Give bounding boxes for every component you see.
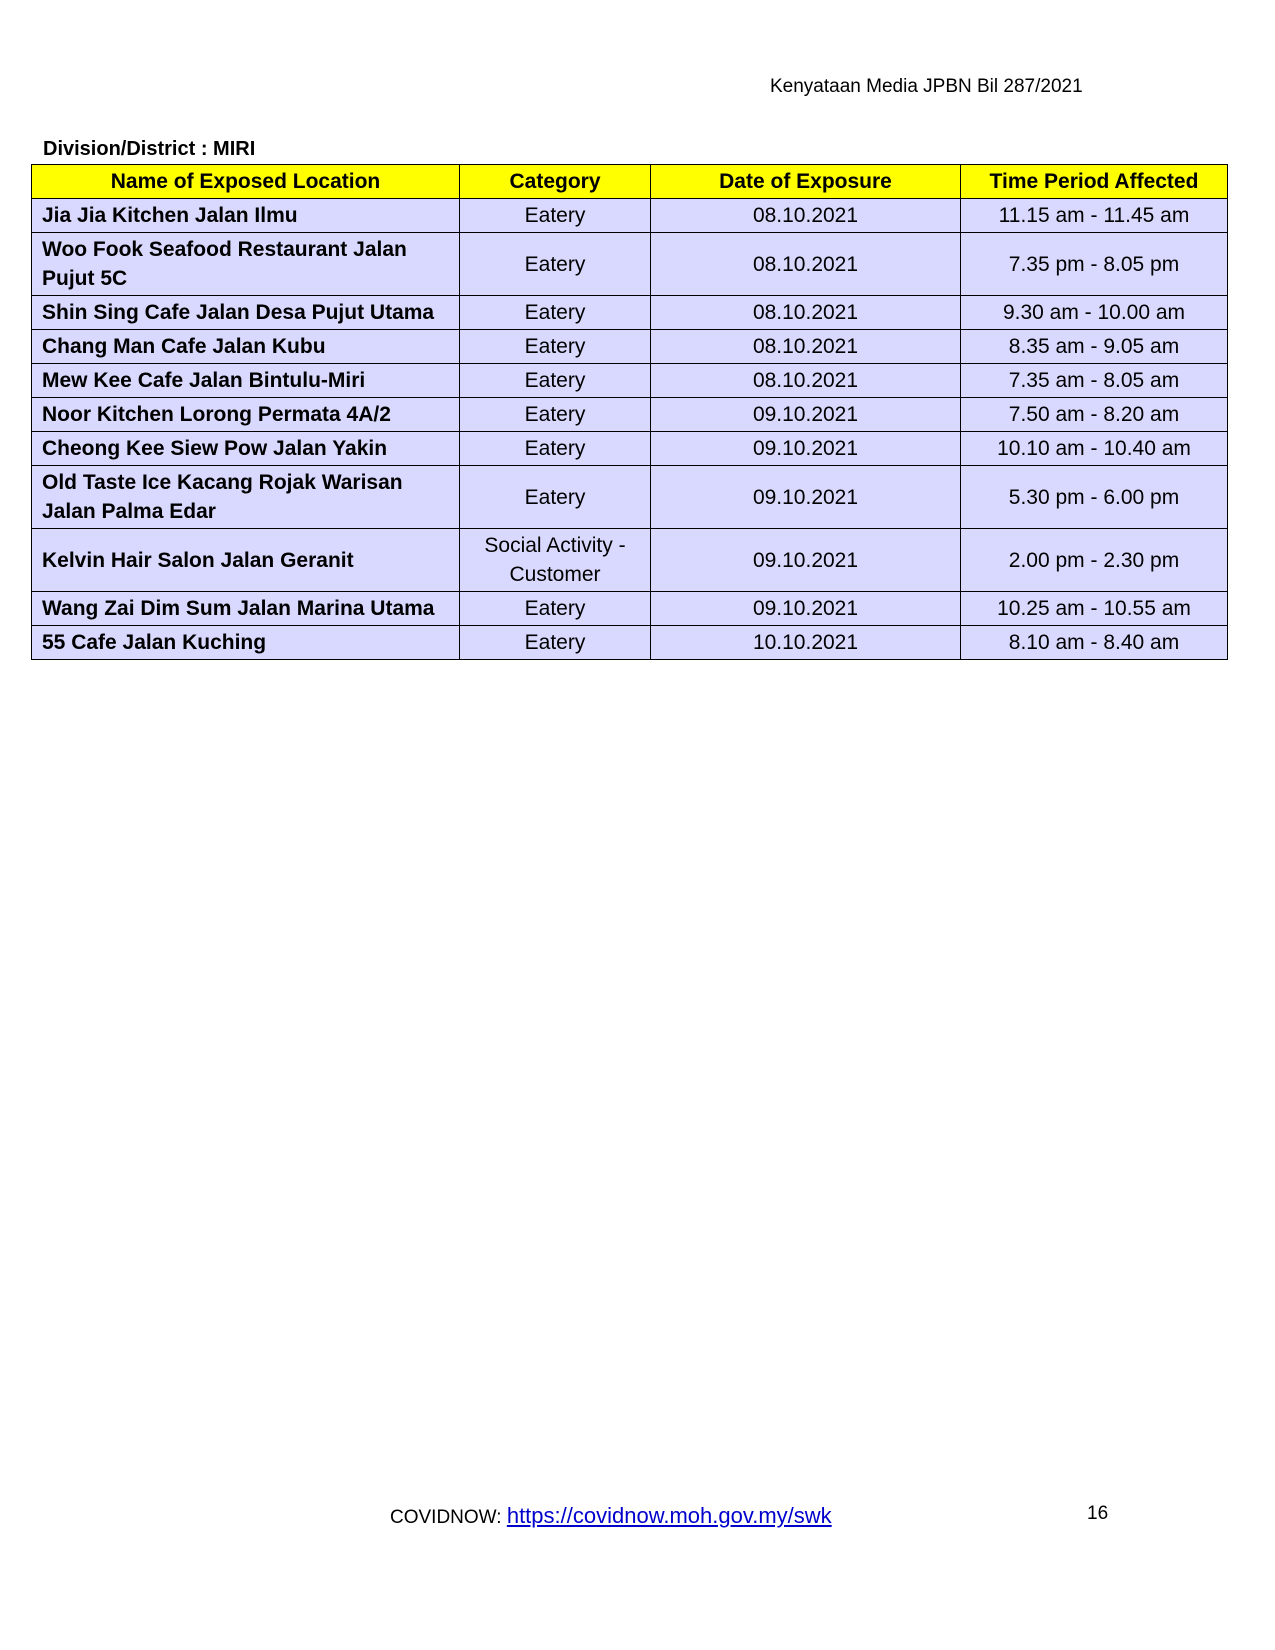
table-row (32, 199, 1228, 233)
date-cell: 09.10.2021 (651, 529, 961, 592)
category-cell: Eatery (460, 364, 651, 398)
location-cell: Woo Fook Seafood Restaurant Jalan Pujut 5C (32, 233, 460, 296)
time-cell: 9.30 am - 10.00 am (961, 296, 1228, 330)
time-cell: 7.35 pm - 8.05 pm (961, 233, 1228, 296)
date-cell: 08.10.2021 (651, 364, 961, 398)
time-cell: 10.25 am - 10.55 am (961, 592, 1228, 626)
column-header-location: Name of Exposed Location (32, 165, 460, 199)
table-row (32, 296, 1228, 330)
table-row (32, 364, 1228, 398)
table-row (32, 398, 1228, 432)
category-cell: Eatery (460, 626, 651, 660)
table-row (32, 592, 1228, 626)
column-header-category: Category (460, 165, 651, 199)
time-cell: 10.10 am - 10.40 am (961, 432, 1228, 466)
time-cell: 8.35 am - 9.05 am (961, 330, 1228, 364)
date-cell: 09.10.2021 (651, 592, 961, 626)
category-cell: Social Activity - Customer (460, 529, 651, 592)
category-cell: Eatery (460, 432, 651, 466)
location-cell: Kelvin Hair Salon Jalan Geranit (32, 529, 460, 592)
date-cell: 09.10.2021 (651, 432, 961, 466)
time-cell: 7.50 am - 8.20 am (961, 398, 1228, 432)
location-cell: Old Taste Ice Kacang Rojak Warisan Jalan Palma Edar (32, 466, 460, 529)
date-cell: 08.10.2021 (651, 199, 961, 233)
category-cell: Eatery (460, 398, 651, 432)
location-cell: 55 Cafe Jalan Kuching (32, 626, 460, 660)
location-cell: Noor Kitchen Lorong Permata 4A/2 (32, 398, 460, 432)
time-cell: 2.00 pm - 2.30 pm (961, 529, 1228, 592)
category-cell: Eatery (460, 233, 651, 296)
category-cell: Eatery (460, 199, 651, 233)
date-cell: 09.10.2021 (651, 398, 961, 432)
page-number: 16 (1087, 1503, 1109, 1524)
exposure-table (31, 164, 1228, 660)
time-cell: 11.15 am - 11.45 am (961, 199, 1228, 233)
location-cell: Chang Man Cafe Jalan Kubu (32, 330, 460, 364)
covidnow-link[interactable]: https://covidnow.moh.gov.my/swk (506, 1503, 832, 1528)
table-row (32, 432, 1228, 466)
table-row (32, 529, 1228, 592)
time-cell: 8.10 am - 8.40 am (961, 626, 1228, 660)
table-row (32, 330, 1228, 364)
division-label: Division/District : MIRI (43, 138, 256, 160)
column-header-time: Time Period Affected (961, 165, 1228, 199)
table-row (32, 233, 1228, 296)
location-cell: Mew Kee Cafe Jalan Bintulu-Miri (32, 364, 460, 398)
location-cell: Shin Sing Cafe Jalan Desa Pujut Utama (32, 296, 460, 330)
table-row (32, 626, 1228, 660)
time-cell: 5.30 pm - 6.00 pm (961, 466, 1228, 529)
date-cell: 08.10.2021 (651, 330, 961, 364)
category-cell: Eatery (460, 466, 651, 529)
location-cell: Cheong Kee Siew Pow Jalan Yakin (32, 432, 460, 466)
date-cell: 08.10.2021 (651, 233, 961, 296)
column-header-date: Date of Exposure (651, 165, 961, 199)
document-reference: Kenyataan Media JPBN Bil 287/2021 (770, 76, 1083, 97)
category-cell: Eatery (460, 296, 651, 330)
location-cell: Jia Jia Kitchen Jalan Ilmu (32, 199, 460, 233)
date-cell: 09.10.2021 (651, 466, 961, 529)
category-cell: Eatery (460, 330, 651, 364)
time-cell: 7.35 am - 8.05 am (961, 364, 1228, 398)
footer (390, 1503, 832, 1529)
date-cell: 10.10.2021 (651, 626, 961, 660)
table-header-row (32, 165, 1228, 199)
category-cell: Eatery (460, 592, 651, 626)
date-cell: 08.10.2021 (651, 296, 961, 330)
table-row (32, 466, 1228, 529)
footer-prefix: COVIDNOW: (390, 1507, 507, 1528)
location-cell: Wang Zai Dim Sum Jalan Marina Utama (32, 592, 460, 626)
